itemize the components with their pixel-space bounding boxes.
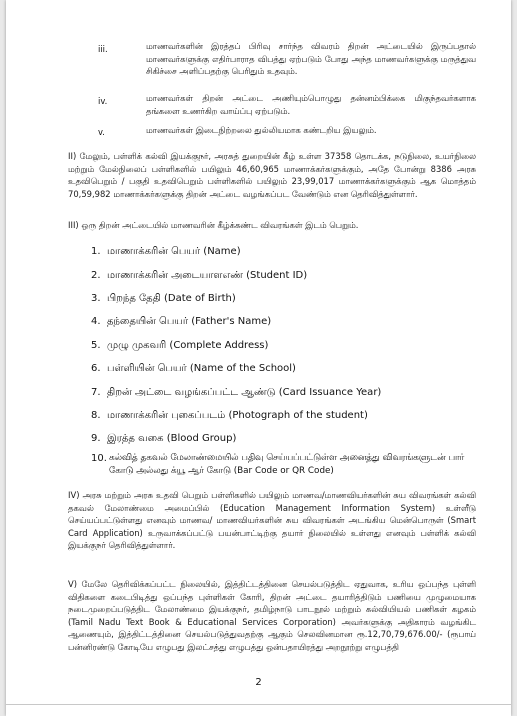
list-item-text: மாணாக்கரின் புகைப்படம் (Photograph of the student)	[107, 410, 368, 421]
page-number: 2	[255, 677, 262, 688]
list-item	[91, 452, 491, 478]
list-item-number: 9.	[91, 433, 101, 444]
list-item-text: மாணாக்கரின் அடையாளஎண் (Student ID)	[107, 270, 308, 281]
list-item-number: 1.	[91, 246, 101, 257]
list-item-number: 5.	[91, 340, 101, 351]
list-item-number: 3.	[91, 293, 101, 304]
list-item	[91, 409, 368, 422]
list-item-text: இரத்த வகை (Blood Group)	[107, 433, 237, 444]
list-item-number: 4.	[91, 316, 101, 327]
list-item	[91, 292, 236, 305]
list-item	[91, 269, 307, 282]
list-item-number: 6.	[91, 363, 101, 374]
paragraph-IV: IV) அரசு மற்றும் அரசு உதவி பெறும் பள்ளிகளில் பயிலும் மாணவ/மாணவியர்களின் சுய விவரங்கள் கல்வி தகவல் மேலாண்மை அமைப்பில் (Education Management Information System) உள்ளீடு செய்யப்பட்டுள்ளது எனவும் மாணவ/ மாணவியர்களின் சுய விவரங்கள் அடங்கிய மென்பொருள் (Smart Card Application) உருவாக்கப்பட்டு பயன்பாட்டிற்கு தயார் நிலையில் உள்ளது எனவும் பள்ளிக் கல்வி இயக்குநர் தெரிவித்துள்ளார்.	[68, 490, 476, 550]
list-item-text: பிறந்த தேதி (Date of Birth)	[107, 293, 236, 304]
subitem-number: iii.	[98, 44, 108, 54]
list-item	[91, 362, 296, 375]
list-item-text: மாணாக்கரின் பெயர் (Name)	[107, 246, 241, 257]
list-item-number: 2.	[91, 270, 101, 281]
subitem-text: மாணவர்கள் இடைநிற்றலை துல்லியமாக கண்டறிய இயலும்.	[146, 125, 377, 135]
list-item-text: கல்வித் தகவல் மேலாண்மையில் பதிவு செய்யப்பட்டுள்ள அனைத்து விவரங்களுடன் பார் கோடு அல்லது க்யூ ஆர் கோடு (Bar Code or QR Code)	[109, 453, 465, 476]
list-item-number: 10.	[91, 453, 107, 464]
subitem-number: iv.	[98, 96, 108, 106]
paragraph-II: II) மேலும், பள்ளிக் கல்வி இயக்குநர், அரசுத் துறையின் கீழ் உள்ள 37358 தொடக்க, நடுநிலை, உயர்நிலை மற்றும் மேல்நிலைப் பள்ளிகளில் பயிலும் 46,60,965 மாணாக்கர்களுக்கும், அதே போன்று 8386 அரசு உதவிபெறும் / பகுதி உதவிபெறும் பள்ளிகளில் பயிலும் 23,99,017 மாணாக்கர்களுக்கும் ஆக மொத்தம் 70,59,982 மாணாக்கர்களுக்கு திறன் அட்டை வழங்கப்பட வேண்டும் என தெரிவித்துள்ளார்.	[68, 151, 476, 199]
list-item	[91, 432, 236, 445]
list-item-number: 8.	[91, 410, 101, 421]
paragraph-V: V) மேலே தெரிவிக்கப்பட்ட நிலையில், இத்திட்டத்தினை செயல்படுத்திட ஏதுவாக, உரிய ஒப்பந்த புள்ளி விதிகளை கடைபிடித்து ஒப்பந்த புள்ளிகள் கோரி, திறன் அட்டை தயாரித்திடும் பணியை முழுமையாக நடைமுறைப்படுத்திட மேலாண்மை இயக்குநர், தமிழ்நாடு பாடநூல் மற்றும் கல்வியியல் பணிகள் கழகம் (Tamil Nadu Text Book & Educational Services Corporation) அவர்களுக்கு அதிகாரம் வழங்கிட ஆணையும், இத்திட்டத்தினை செயல்படுத்துவதற்கு ஆகும் செலவினமான ரூ.12,70,79,676.00/- (ரூபாய் பன்னிரண்டு கோடியே எழுபது இலட்சத்து எழுபத்து ஒன்பதாயிரத்து அறநூற்று எழுபத்தி	[68, 579, 477, 652]
list-item	[91, 315, 271, 328]
list-item-text: முழு முகவரி (Complete Address)	[107, 340, 269, 351]
list-item-number: 7.	[91, 387, 101, 398]
list-item-text: திறன் அட்டை வழங்கப்பட்ட ஆண்டு (Card Issuance Year)	[107, 387, 382, 398]
subitem-text: மாணவர்களின் இரத்தப் பிரிவு சார்ந்த விவரம் திறன் அட்டையில் இருப்பதால் மாணவர்களுக்கு எதிர்பாராத விபத்து ஏற்படும் போது அந்த மாணவர்களுக்கு மருத்துவ சிகிச்சை அளிப்பதற்கு பெரிதும் உதவும்.	[146, 41, 476, 76]
list-item-text: தந்தையின் பெயர் (Father's Name)	[107, 316, 272, 327]
list-item	[91, 339, 268, 352]
document-page	[6, 0, 511, 716]
paragraph-III: III) ஒரு திறன் அட்டையில் மாணவரின் கீழ்க்கண்ட விவரங்கள் இடம் பெறும்.	[68, 220, 359, 230]
list-item-text: பள்ளியின் பெயர் (Name of the School)	[107, 363, 296, 374]
subitem-text: மாணவர்கள் திறன் அட்டை அணியும்பொழுது தன்னம்பிக்கை மிகுந்தவர்களாக தங்களை உணர்கிற வாய்ப்பு ஏற்படும்.	[146, 93, 476, 116]
list-item	[91, 386, 381, 399]
page-bottom-divider	[6, 704, 511, 705]
list-item	[91, 245, 241, 258]
subitem-number: v.	[98, 127, 105, 137]
